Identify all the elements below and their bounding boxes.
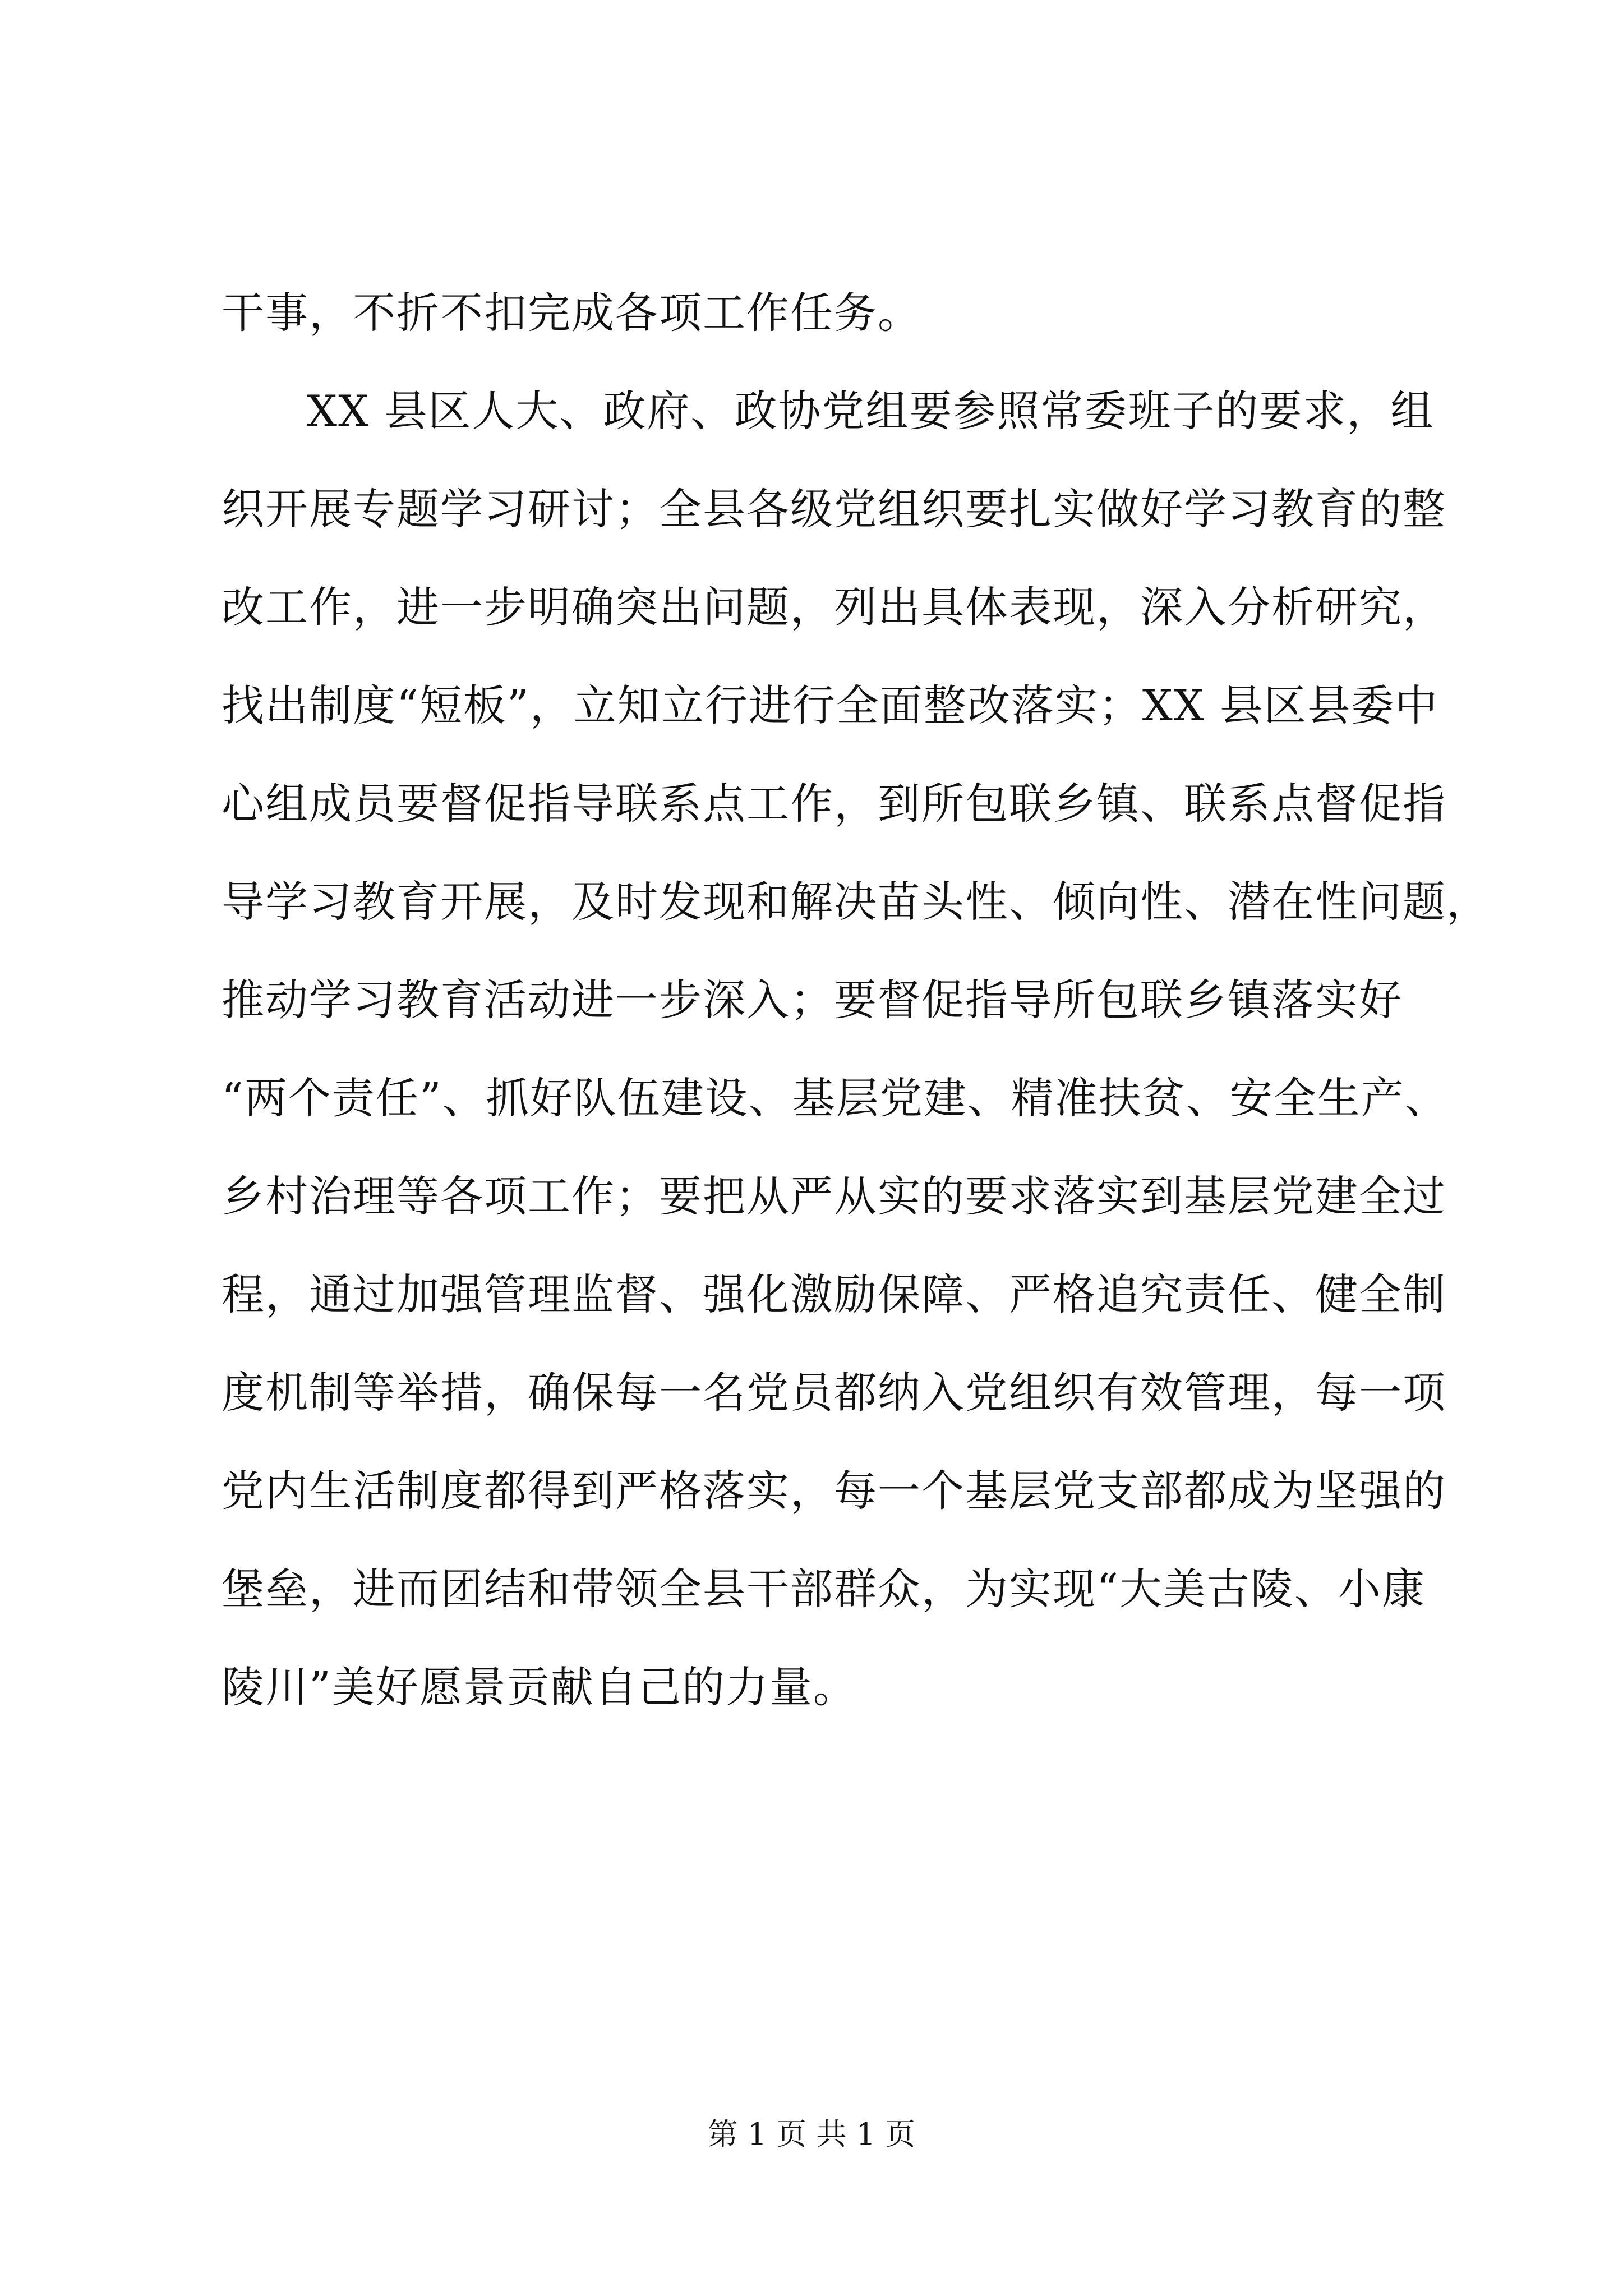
text-line: “两个责任”、抓好队伍建设、基层党建、精准扶贫、安全生产、 (222, 1073, 1449, 1123)
text-line: 改工作，进一步明确突出问题，列出具体表现，深入分析研究， (222, 582, 1446, 632)
text-line: 导学习教育开展，及时发现和解决苗头性、倾向性、潜在性问题， (222, 877, 1490, 927)
text-line: 程，通过加强管理监督、强化激励保障、严格追究责任、健全制 (222, 1269, 1446, 1319)
text-line: 找出制度“短板”，立知立行进行全面整改落实；XX 县区县委中 (222, 680, 1439, 730)
paragraph-first-line: XX 县区人大、政府、政协党组要参照常委班子的要求，组 (307, 386, 1435, 436)
text-line: 干事，不折不扣完成各项工作任务。 (222, 288, 921, 338)
text-line: 心组成员要督促指导联系点工作，到所包联乡镇、联系点督促指 (222, 779, 1446, 829)
text-line: 织开展专题学习研讨；全县各级党组织要扎实做好学习教育的整 (222, 484, 1446, 534)
text-line: 陵川”美好愿景贡献自己的力量。 (222, 1662, 857, 1712)
text-line: 度机制等举措，确保每一名党员都纳入党组织有效管理，每一项 (222, 1368, 1446, 1418)
text-line: 党内生活制度都得到严格落实，每一个基层党支部都成为坚强的 (222, 1466, 1446, 1516)
document-body (222, 264, 1490, 1736)
text-line: 乡村治理等各项工作；要把从严从实的要求落实到基层党建全过 (222, 1171, 1446, 1221)
text-line: 推动学习教育活动进一步深入；要督促指导所包联乡镇落实好 (222, 975, 1403, 1025)
page-number-footer: 第 1 页 共 1 页 (707, 2116, 916, 2152)
text-line: 堡垒，进而团结和带领全县干部群众，为实现“大美古陵、小康 (222, 1564, 1426, 1614)
